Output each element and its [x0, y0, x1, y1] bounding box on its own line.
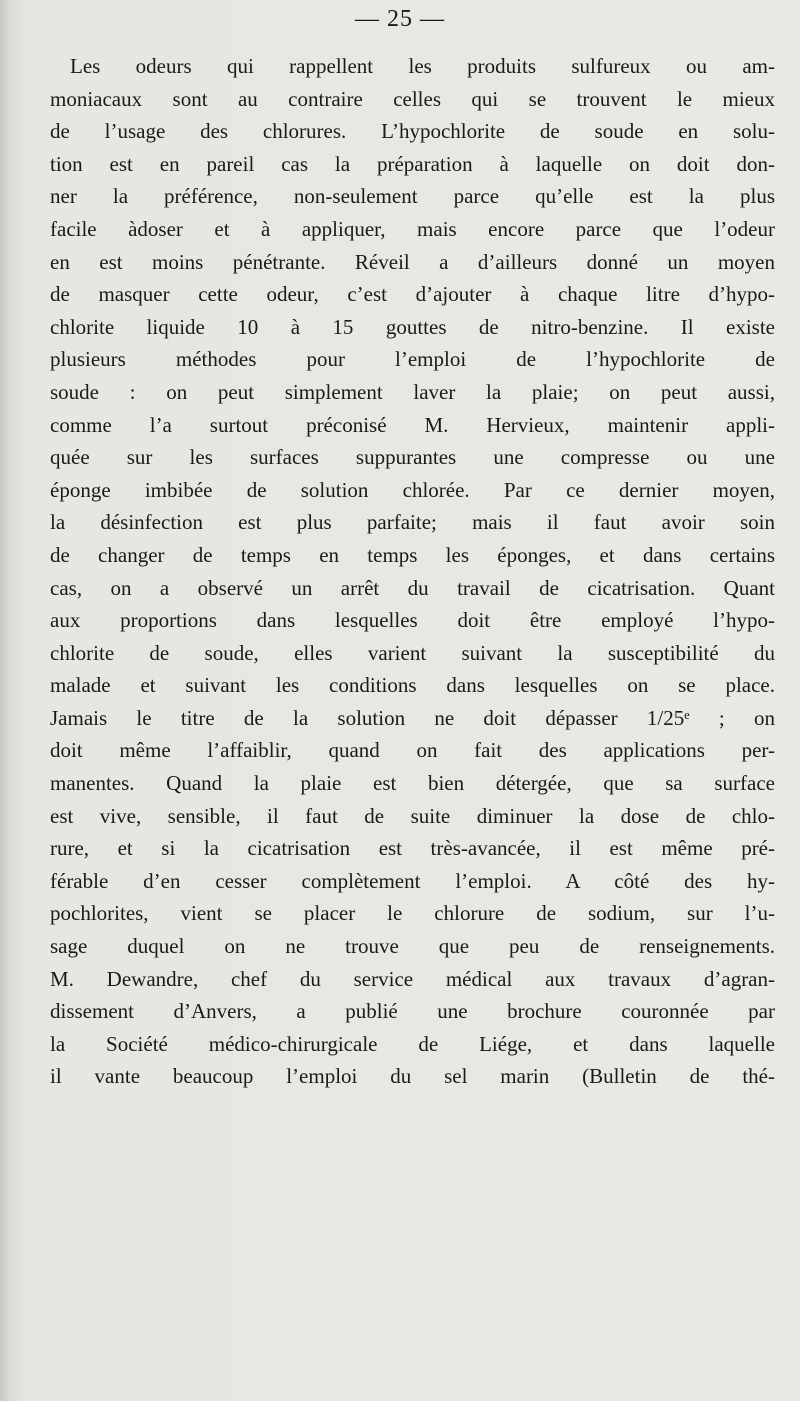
text-line: ner la préférence, non-seulement parce qu’elle est la plus: [50, 184, 775, 209]
text-line: soude : on peut simplement laver la plaie; on peut aussi,: [50, 379, 775, 404]
text-line: chlorite liquide 10 à 15 gouttes de nitro-benzine. Il existe: [50, 314, 775, 339]
text-line: chlorite de soude, elles varient suivant la susceptibilité du: [50, 640, 775, 665]
text-line: férable d’en cesser complètement l’emploi. A côté des hy-: [50, 868, 775, 893]
text-line: Jamais le titre de la solution ne doit dépasser 1/25ᵉ ; on: [50, 705, 775, 730]
text-line: de changer de temps en temps les éponges, et dans certains: [50, 542, 775, 567]
text-line: cas, on a observé un arrêt du travail de cicatrisation. Quant: [50, 575, 775, 600]
text-line: la désinfection est plus parfaite; mais il faut avoir soin: [50, 510, 775, 535]
text-line: plusieurs méthodes pour l’emploi de l’hypochlorite de: [50, 347, 775, 372]
text-line: est vive, sensible, il faut de suite diminuer la dose de chlo-: [50, 803, 775, 828]
text-line: pochlorites, vient se placer le chlorure de sodium, sur l’u-: [50, 901, 775, 926]
text-line: malade et suivant les conditions dans lesquelles on se place.: [50, 673, 775, 698]
text-line: moniacaux sont au contraire celles qui se trouvent le mieux: [50, 86, 775, 111]
text-line: doit même l’affaiblir, quand on fait des applications per-: [50, 738, 775, 763]
text-line: il vante beaucoup l’emploi du sel marin (Bulletin de thé-: [50, 1064, 775, 1089]
text-line: quée sur les surfaces suppurantes une compresse ou une: [50, 445, 775, 470]
text-line: comme l’a surtout préconisé M. Hervieux, maintenir appli-: [50, 412, 775, 437]
text-line: en est moins pénétrante. Réveil a d’ailleurs donné un moyen: [50, 249, 775, 274]
page-number: — 25 —: [355, 6, 445, 32]
text-line: sage duquel on ne trouve que peu de renseignements.: [50, 934, 775, 959]
text-line: dissement d’Anvers, a publié une brochure couronnée par: [50, 999, 775, 1024]
text-line: tion est en pareil cas la préparation à laquelle on doit don-: [50, 151, 775, 176]
text-line: facile àdoser et à appliquer, mais encore parce que l’odeur: [50, 216, 775, 241]
body-text: [50, 50, 775, 1093]
text-line: éponge imbibée de solution chlorée. Par ce dernier moyen,: [50, 477, 775, 502]
text-line: manentes. Quand la plaie est bien détergée, que sa surface: [50, 771, 775, 796]
text-line: Les odeurs qui rappellent les produits sulfureux ou am-: [70, 54, 775, 78]
text-line: la Société médico-chirurgicale de Liége, et dans laquelle: [50, 1031, 775, 1056]
text-line: rure, et si la cicatrisation est très-avancée, il est même pré-: [50, 836, 775, 861]
text-line: aux proportions dans lesquelles doit être employé l’hypo-: [50, 608, 775, 633]
text-line: de masquer cette odeur, c’est d’ajouter à chaque litre d’hypo-: [50, 282, 775, 307]
text-line: de l’usage des chlorures. L’hypochlorite de soude en solu-: [50, 119, 775, 144]
text-line: M. Dewandre, chef du service médical aux travaux d’agran-: [50, 966, 775, 991]
